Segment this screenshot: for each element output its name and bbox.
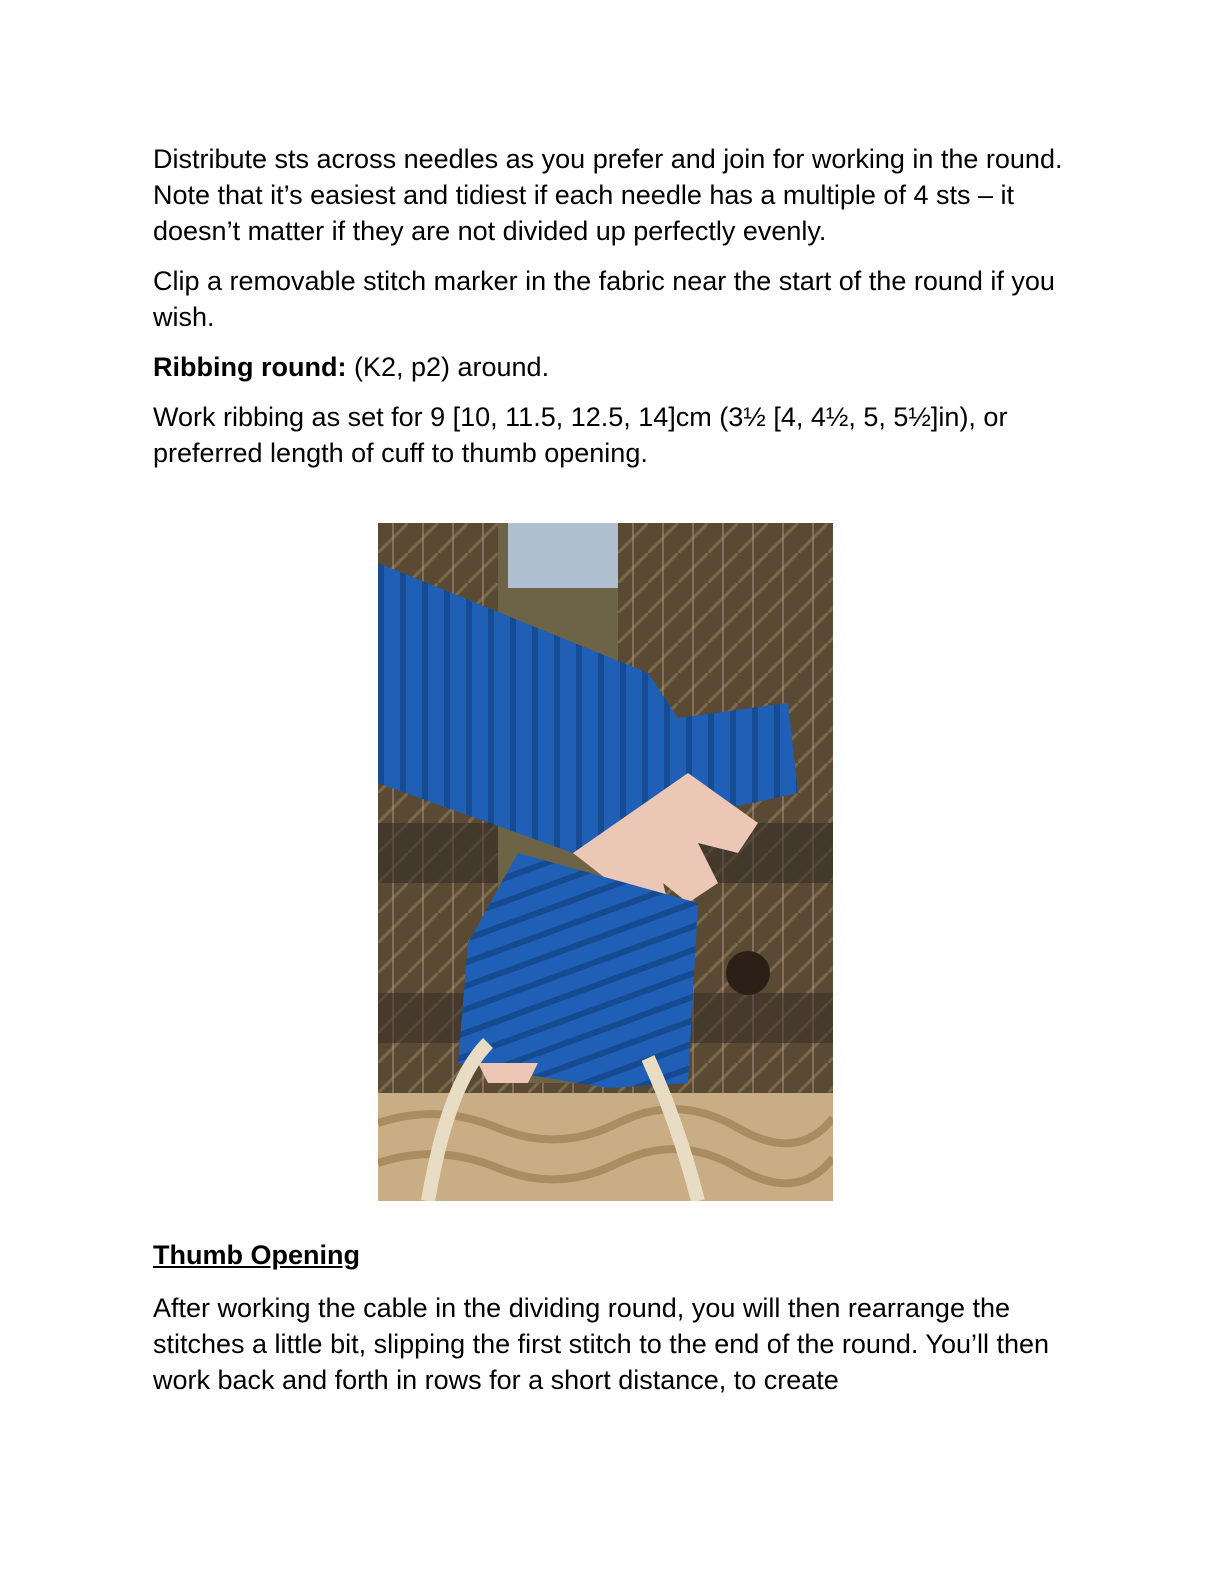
collar [508,523,618,588]
paragraph-distribute: Distribute sts across needles as you prefer and join for working in the round. Note that it’s easiest and tidiest if each needle has a multiple of 4 sts – it doesn’t matter if they are not divided up perfectly evenly. [153,144,1063,246]
paragraph-thumb-opening: After working the cable in the dividing round, you will then rearrange the stitches a little bit, slipping the first stitch to the end of the round. You’ll then work back and forth in rows for a short distance, to create [153,1293,1050,1395]
thumb-section-body [153,1290,1073,1398]
mitts-illustration [378,523,833,1201]
instructions-block [153,141,1073,485]
section-heading-thumb-opening: Thumb Opening [153,1240,360,1270]
paragraph-stitch-marker: Clip a removable stitch marker in the fabric near the start of the round if you wish. [153,266,1055,332]
ribbing-round-text: (K2, p2) around. [346,352,550,382]
ribbing-round-label: Ribbing round: [153,352,347,382]
coat-button [726,951,770,995]
paragraph-work-ribbing: Work ribbing as set for 9 [10, 11.5, 12.5, 14]cm (3½ [4, 4½, 5, 5½]in), or preferred length of cuff to thumb opening. [153,402,1008,468]
paragraph-ribbing-round [153,349,1073,385]
lower-hand-fingers [478,1063,538,1083]
mitts-photo [378,523,833,1201]
